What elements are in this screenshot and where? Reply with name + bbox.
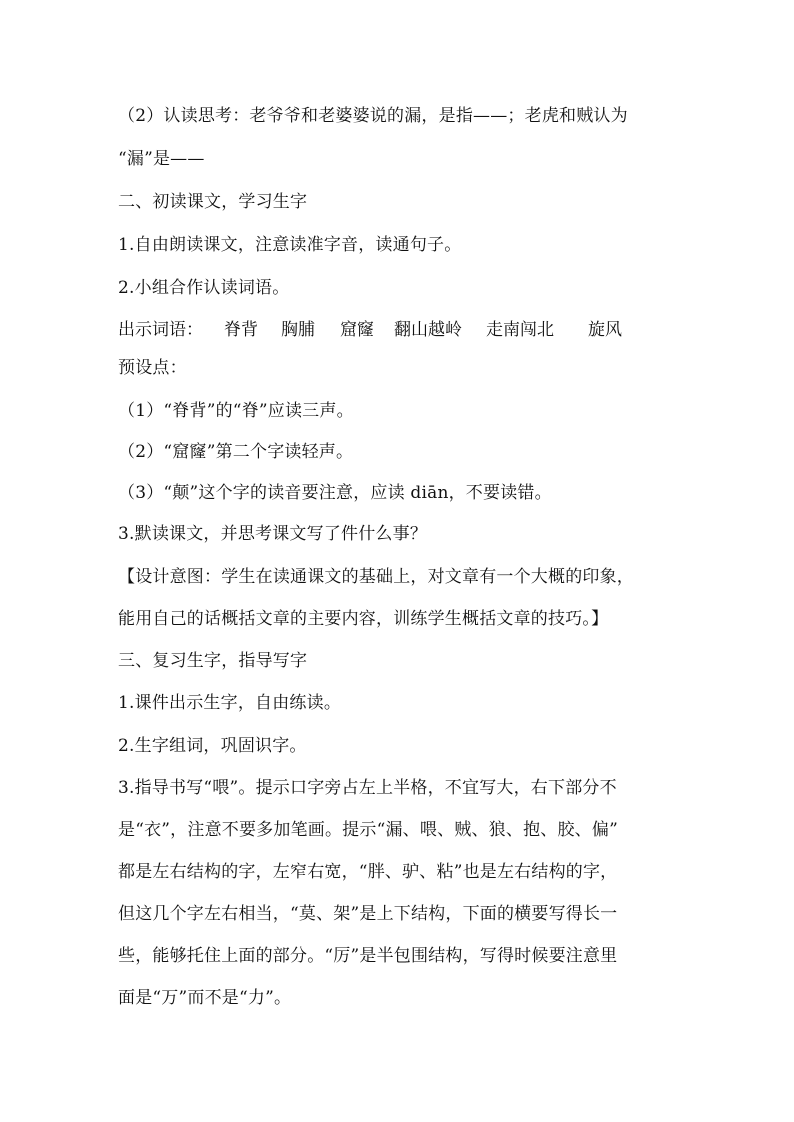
word-list-line — [118, 318, 678, 342]
text-line-design-intent: 【设计意图：学生在读通课文的基础上，对文章有一个大概的印象， — [118, 567, 634, 587]
word-item: 旋风 — [588, 320, 622, 340]
text-line-step-1: 1.自由朗读课文，注意读准字音，读通句子。 — [118, 235, 462, 255]
section-heading-review: 三、复习生字，指导写字 — [118, 651, 308, 671]
text-line-thinking-question-cont: “漏”是—— — [118, 149, 205, 169]
word-list-label: 出示词语： — [118, 320, 203, 340]
text-line-design-intent-cont: 能用自己的话概括文章的主要内容，训练学生概括文章的技巧。】 — [118, 609, 609, 629]
text-line-preset-3: （3）“颠”这个字的读音要注意，应读 diān，不要读错。 — [118, 483, 552, 503]
text-line-review-3-cont-1: 是“衣”，注意不要多加笔画。提示“漏、喂、贼、狼、抱、胶、偏” — [118, 820, 618, 840]
text-line-review-3-cont-5: 面是“万”而不是“力”。 — [118, 988, 292, 1008]
text-line-step-3: 3.默读课文，并思考课文写了件什么事？ — [118, 524, 428, 544]
text-line-preset-1: （1）“脊背”的“脊”应读三声。 — [118, 401, 354, 421]
text-line-thinking-question: （2）认读思考：老爷爷和老婆婆说的漏，是指——；老虎和贼认为 — [118, 106, 628, 126]
section-heading-first-reading: 二、初读课文，学习生字 — [118, 192, 308, 212]
word-item: 胸脯 — [281, 320, 315, 340]
word-item: 脊背 — [224, 320, 258, 340]
text-line-preset-2: （2）“窟窿”第二个字读轻声。 — [118, 442, 354, 462]
text-line-review-3: 3.指导书写“喂”。提示口字旁占左上半格，不宜写大，右下部分不 — [118, 778, 617, 798]
text-line-review-2: 2.生字组词，巩固识字。 — [118, 736, 307, 756]
text-line-review-3-cont-4: 些，能够托住上面的部分。“厉”是半包围结构，写得时候要注意里 — [118, 946, 618, 966]
text-line-review-1: 1.课件出示生字，自由练读。 — [118, 693, 342, 713]
word-item: 走南闯北 — [486, 320, 554, 340]
word-item: 窟窿 — [340, 320, 374, 340]
text-line-review-3-cont-3: 但这几个字左右相当，“莫、架”是上下结构，下面的横要写得长一 — [118, 904, 618, 924]
text-line-step-2: 2.小组合作认读词语。 — [118, 278, 290, 298]
text-line-review-3-cont-2: 都是左右结构的字，左窄右宽，“胖、驴、粘”也是左右结构的字， — [118, 862, 618, 882]
word-item: 翻山越岭 — [394, 320, 462, 340]
text-line-presets-label: 预设点： — [118, 358, 187, 378]
